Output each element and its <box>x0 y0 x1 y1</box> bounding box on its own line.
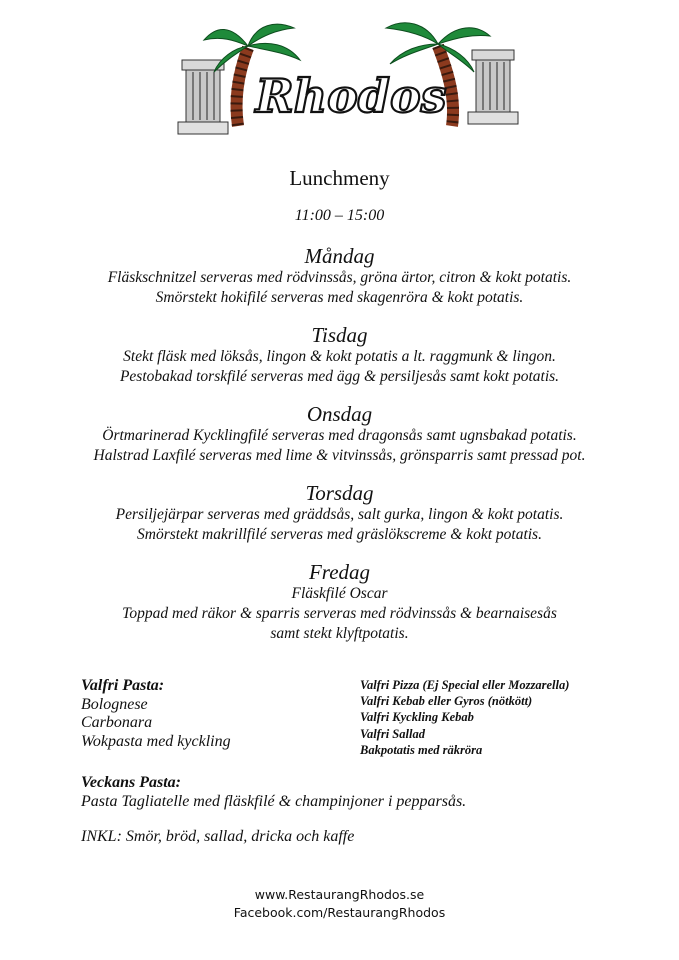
day-section-friday <box>0 560 679 644</box>
alternative-item: Valfri Kebab eller Gyros (nötkött) <box>360 694 533 709</box>
dish-line: Örtmarinerad Kycklingfilé serveras med dragonsås samt ugnsbakad potatis. <box>102 427 577 444</box>
alternative-item: Valfri Pizza (Ej Special eller Mozzarella) <box>360 678 570 692</box>
dish-line: Smörstekt makrillfilé serveras med gräslökscreme & kokt potatis. <box>137 526 542 543</box>
day-section-wednesday <box>0 402 679 466</box>
rhodos-logo <box>176 14 522 138</box>
facebook-link[interactable]: Facebook.com/RestaurangRhodos <box>233 905 446 920</box>
day-heading: Tisdag <box>311 323 368 347</box>
dish-line: Persiljejärpar serveras med gräddsås, salt gurka, lingon & kokt potatis. <box>115 506 564 523</box>
dish-line: Stekt fläsk med löksås, lingon & kokt potatis a lt. raggmunk & lingon. <box>123 348 556 365</box>
pasta-section <box>81 677 231 751</box>
weekly-pasta-section <box>81 774 466 811</box>
footer <box>0 886 679 922</box>
dish-line: Halstrad Laxfilé serveras med lime & vitvinssås, grönsparris samt pressad pot. <box>93 447 586 464</box>
dish-line: Fläskschnitzel serveras med rödvinssås, gröna ärtor, citron & kokt potatis. <box>107 269 572 286</box>
day-section-tuesday <box>0 323 679 387</box>
day-heading: Torsdag <box>305 481 374 505</box>
day-heading: Måndag <box>304 244 375 268</box>
included-text: INKL: Smör, bröd, sallad, dricka och kaffe <box>81 828 355 845</box>
right-column-icon <box>468 50 518 124</box>
pasta-item: Wokpasta med kyckling <box>81 732 231 750</box>
dish-line: Smörstekt hokifilé serveras med skagenröra & kokt potatis. <box>155 289 524 306</box>
weekly-pasta-heading: Veckans Pasta: <box>81 774 181 791</box>
website-link[interactable]: www.RestaurangRhodos.se <box>254 887 425 902</box>
alternative-item: Valfri Sallad <box>360 726 425 741</box>
alternative-item: Bakpotatis med räkröra <box>360 742 483 757</box>
alternatives-list <box>360 677 569 758</box>
opening-hours: 11:00 – 15:00 <box>294 207 385 224</box>
dish-line: Toppad med räkor & sparris serveras med rödvinssås & bearnaisesås <box>122 605 557 622</box>
logo-text: Rhodos <box>255 69 447 123</box>
day-heading: Onsdag <box>306 402 373 426</box>
alternative-item: Valfri Kyckling Kebab <box>360 710 474 725</box>
day-heading: Fredag <box>308 560 371 584</box>
menu-title: Lunchmeny <box>289 166 390 190</box>
day-section-monday <box>0 244 679 308</box>
dish-line: Pestobakad torskfilé serveras med ägg & persiljesås samt kokt potatis. <box>119 368 560 385</box>
pasta-heading: Valfri Pasta: <box>81 677 165 694</box>
dish-line: samt stekt klyftpotatis. <box>270 625 409 642</box>
pasta-item: Bolognese <box>81 695 148 713</box>
dish-line: Fläskfilé Oscar <box>291 585 388 602</box>
included-note <box>81 828 354 847</box>
left-column-icon <box>178 60 228 134</box>
weekly-pasta-text: Pasta Tagliatelle med fläskfilé & champinjoner i pepparsås. <box>81 792 467 810</box>
day-section-thursday <box>0 481 679 545</box>
pasta-item: Carbonara <box>81 714 153 731</box>
